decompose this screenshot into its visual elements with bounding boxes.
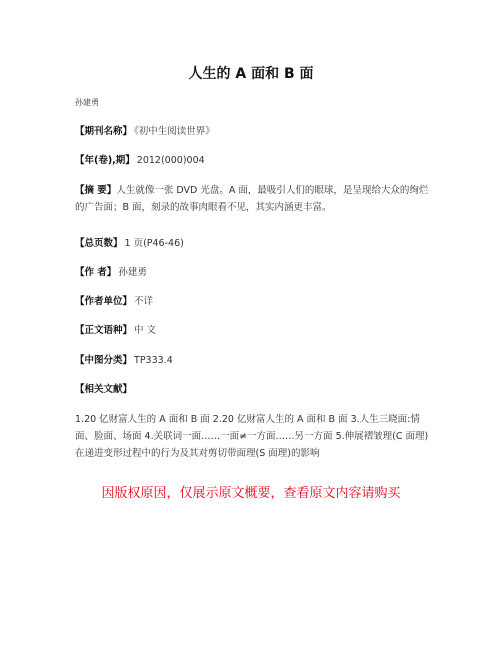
author-line: 孙建勇 — [75, 98, 99, 107]
journal-value: 《初中生阅读世界》 — [134, 126, 215, 137]
pages-label: 【总页数】 — [75, 238, 123, 249]
document-title: 人生的 A 面和 B 面 — [188, 66, 314, 82]
journal-field — [75, 125, 215, 139]
journal-label: 【期刊名称】 — [75, 126, 133, 137]
year-issue-label: 【年(卷),期】 — [75, 155, 135, 166]
classification-field — [75, 354, 173, 368]
language-field — [75, 324, 156, 338]
year-issue-field — [75, 154, 205, 168]
related-list: 1.20 亿财富人生的 A 面和 B 面 2.20 亿财富人生的 A 面和 B 面 3.人生三晓面:情面、脸面、场面 4.关联词一面……一面≠一方面……另一方面 5.伸展褶皱理(C 面理)在递进变形过程中的行为及其对剪切带面理(S 面理)的影响 — [75, 414, 429, 459]
abstract-label: 【摘 要】 — [75, 185, 117, 196]
author-label: 【作 者】 — [75, 267, 117, 278]
language-value: 中 文 — [134, 325, 157, 336]
language-label: 【正文语种】 — [75, 325, 133, 336]
classification-label: 【中图分类】 — [75, 355, 133, 366]
author-field — [75, 266, 147, 280]
affiliation-label: 【作者单位】 — [75, 296, 133, 307]
pages-field — [75, 237, 184, 251]
classification-value: TP333.4 — [134, 355, 173, 366]
year-issue-value: 2012(000)004 — [136, 155, 205, 166]
affiliation-value: 不详 — [134, 296, 154, 307]
abstract-value: 人生就像一张 DVD 光盘。A 面，最吸引人们的眼球，是呈现给大众的绚烂的广告面；B 面，刻录的故事肉眼看不见，其实内涵更丰富。 — [75, 185, 429, 213]
pages-value: 1 页(P46-46) — [124, 238, 184, 249]
related-label: 【相关文献】 — [75, 384, 133, 395]
abstract-field — [75, 182, 435, 216]
related-field — [75, 383, 132, 397]
affiliation-field — [75, 295, 153, 309]
copyright-notice: 因版权原因，仅展示原文概要，查看原文内容请购买 — [101, 486, 401, 501]
author-value: 孙建勇 — [118, 267, 147, 278]
